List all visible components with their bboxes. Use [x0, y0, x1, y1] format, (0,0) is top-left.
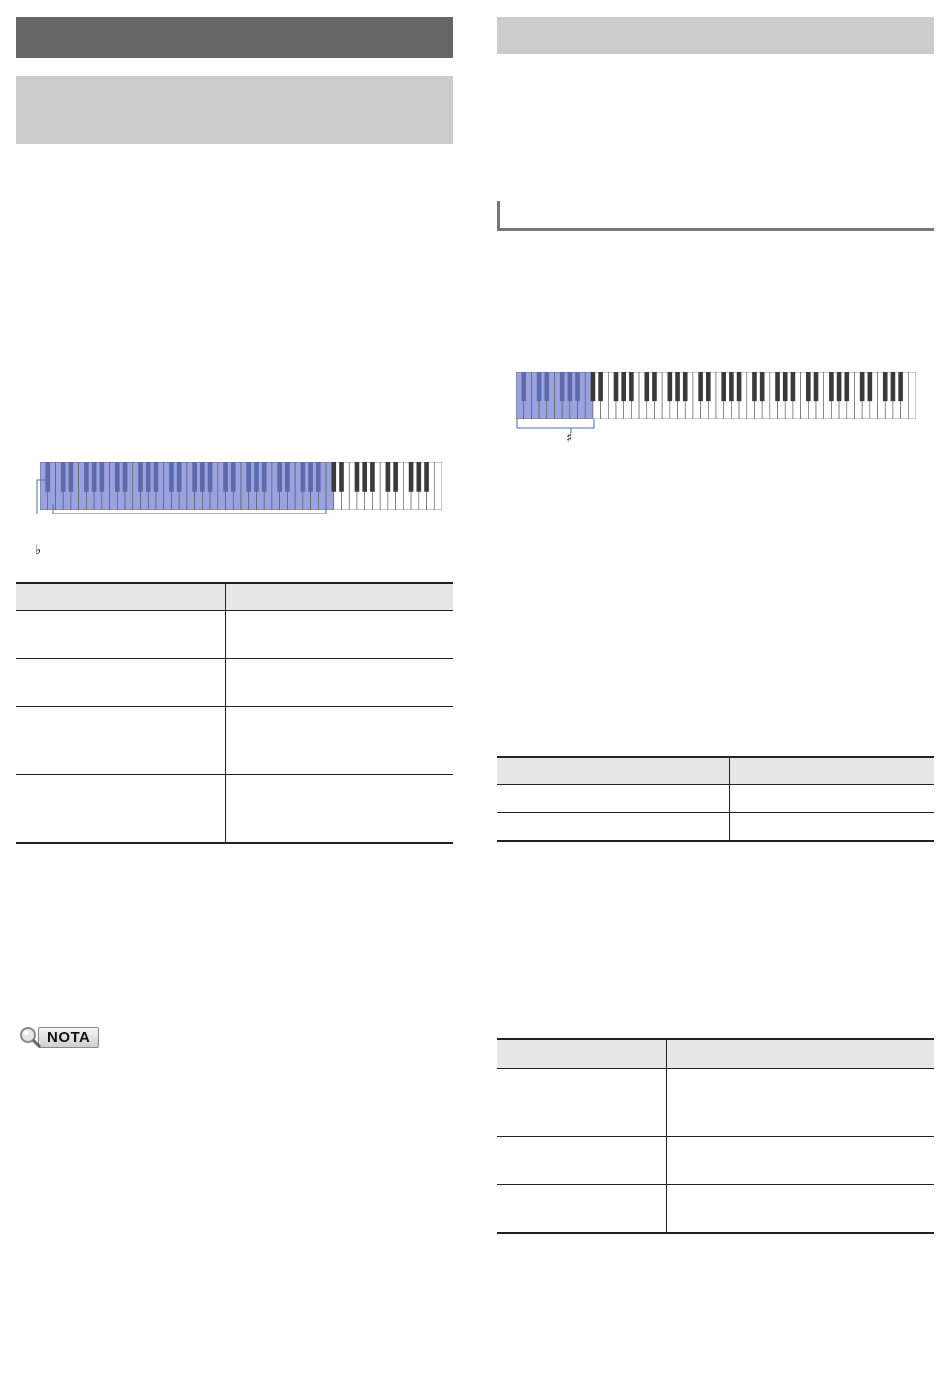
- nota-label: NOTA: [38, 1027, 99, 1048]
- black-key: [537, 372, 542, 401]
- chapter-title-bar: [16, 17, 453, 58]
- white-key: [908, 372, 916, 419]
- table-cell: [667, 1185, 935, 1234]
- table-header-row: [497, 1039, 934, 1069]
- section-title-bar: [16, 76, 453, 144]
- table-cell: [226, 707, 454, 775]
- subsection-heading: [497, 201, 934, 231]
- nota-box: [18, 1025, 99, 1049]
- table-cell: [497, 1069, 667, 1137]
- flat-symbol: ♭: [35, 543, 42, 558]
- table-header-cell: [497, 1039, 667, 1069]
- black-key: [737, 372, 742, 401]
- table-cell: [226, 775, 454, 844]
- table-row: [497, 1137, 934, 1185]
- right-table-1: [497, 756, 934, 842]
- black-key: [883, 372, 888, 401]
- black-key: [424, 462, 429, 492]
- table-cell: [730, 813, 935, 842]
- table-cell: [16, 775, 226, 844]
- black-key: [544, 372, 549, 401]
- black-key: [362, 462, 367, 492]
- table-cell: [667, 1069, 935, 1137]
- table-cell: [226, 611, 454, 659]
- black-key: [891, 372, 896, 401]
- range-bracket-right: [514, 417, 604, 437]
- black-key: [621, 372, 626, 401]
- black-key: [386, 462, 391, 492]
- table-header-row: [497, 757, 934, 785]
- black-key: [698, 372, 703, 401]
- black-key: [668, 372, 673, 401]
- table-cell: [16, 659, 226, 707]
- black-key: [339, 462, 344, 492]
- keyboard-right-svg: [516, 372, 916, 419]
- table-row: [497, 1069, 934, 1137]
- black-key: [721, 372, 726, 401]
- black-key: [652, 372, 657, 401]
- sharp-symbol: ♯: [566, 431, 573, 446]
- table-row: [16, 775, 453, 844]
- black-key: [521, 372, 526, 401]
- black-key: [416, 462, 421, 492]
- right-table-2: [497, 1038, 934, 1234]
- black-key: [898, 372, 903, 401]
- black-key: [598, 372, 603, 401]
- black-key: [575, 372, 580, 401]
- black-key: [560, 372, 565, 401]
- black-key: [629, 372, 634, 401]
- black-key: [783, 372, 788, 401]
- black-key: [409, 462, 414, 492]
- table-header-cell: [730, 757, 935, 785]
- table-row: [16, 707, 453, 775]
- table-row: [16, 659, 453, 707]
- black-key: [837, 372, 842, 401]
- table-header-cell: [16, 583, 226, 611]
- black-key: [729, 372, 734, 401]
- black-key: [814, 372, 819, 401]
- table-cell: [497, 1137, 667, 1185]
- table-cell: [497, 785, 730, 813]
- table-row: [497, 1185, 934, 1234]
- white-key: [434, 462, 442, 510]
- black-key: [644, 372, 649, 401]
- table-cell: [730, 785, 935, 813]
- black-key: [355, 462, 360, 492]
- black-key: [568, 372, 573, 401]
- black-key: [370, 462, 375, 492]
- table-cell: [226, 659, 454, 707]
- table-header-cell: [497, 757, 730, 785]
- left-table: [16, 582, 453, 844]
- black-key: [614, 372, 619, 401]
- black-key: [829, 372, 834, 401]
- black-key: [706, 372, 711, 401]
- table-cell: [16, 707, 226, 775]
- black-key: [675, 372, 680, 401]
- black-key: [393, 462, 398, 492]
- table-cell: [497, 1185, 667, 1234]
- table-row: [497, 785, 934, 813]
- black-key: [775, 372, 780, 401]
- black-key: [806, 372, 811, 401]
- table-row: [497, 813, 934, 842]
- black-key: [760, 372, 765, 401]
- black-key: [791, 372, 796, 401]
- table-cell: [667, 1137, 935, 1185]
- black-key: [868, 372, 873, 401]
- table-header-cell: [226, 583, 454, 611]
- black-key: [752, 372, 757, 401]
- black-key: [683, 372, 688, 401]
- keyboard-illustration-right: [516, 372, 916, 419]
- table-cell: [497, 813, 730, 842]
- section-title-bar-right: [497, 17, 934, 54]
- table-header-cell: [667, 1039, 935, 1069]
- magnifier-icon: [18, 1025, 42, 1049]
- table-row: [16, 611, 453, 659]
- black-key: [860, 372, 865, 401]
- table-header-row: [16, 583, 453, 611]
- black-key: [591, 372, 596, 401]
- black-key: [844, 372, 849, 401]
- table-cell: [16, 611, 226, 659]
- range-bracket-left: [35, 474, 335, 514]
